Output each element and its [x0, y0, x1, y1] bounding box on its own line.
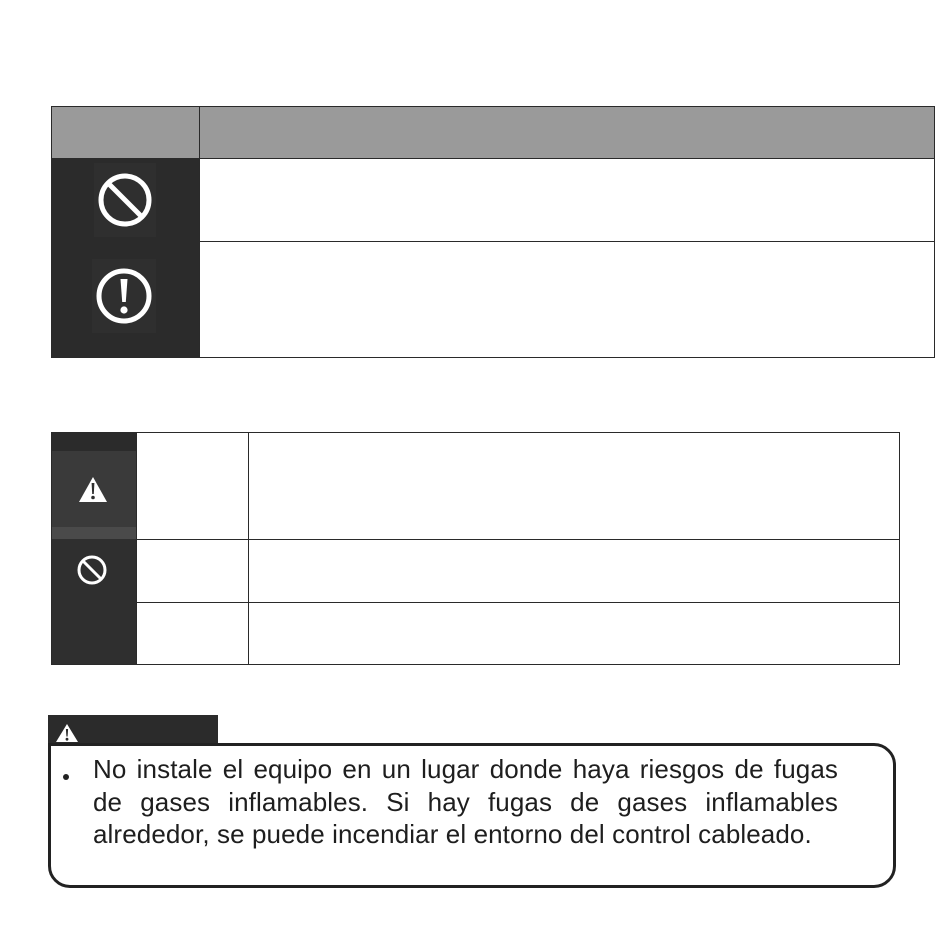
- symbol-row-mandatory: [199, 241, 934, 357]
- warning-row-text: [250, 541, 895, 600]
- header-divider: [199, 107, 200, 158]
- warning-callout-text: No instale el equipo en un lugar donde haya riesgos de fugas de gases inflamables. Si hay fugas de gases inflamables alrededor, se puede incendiar el entorno del control cableado.: [93, 754, 838, 849]
- column-divider: [136, 433, 137, 664]
- row-divider: [136, 602, 899, 603]
- symbol-legend-table: [51, 106, 935, 358]
- warning-row-text: [250, 435, 895, 537]
- prohibition-icon: [52, 539, 136, 664]
- prohibition-icon: [94, 163, 156, 237]
- warning-row-label: [138, 435, 246, 537]
- row-divider: [136, 539, 899, 540]
- warning-callout-tab: [48, 715, 218, 745]
- symbol-row-prohibition: [199, 158, 934, 242]
- warning-triangle-icon: [52, 451, 136, 527]
- symbol-table-header: [52, 107, 934, 159]
- warning-row-label: [138, 604, 246, 662]
- warning-row-label: [138, 541, 246, 600]
- icon-separator-band: [52, 527, 136, 539]
- column-divider: [248, 433, 249, 664]
- warning-level-table: [51, 432, 900, 665]
- warning-callout-box: [48, 743, 896, 888]
- warning-row-text: [250, 604, 895, 662]
- mandatory-exclamation-icon: [92, 259, 156, 333]
- bullet-point: [63, 774, 69, 780]
